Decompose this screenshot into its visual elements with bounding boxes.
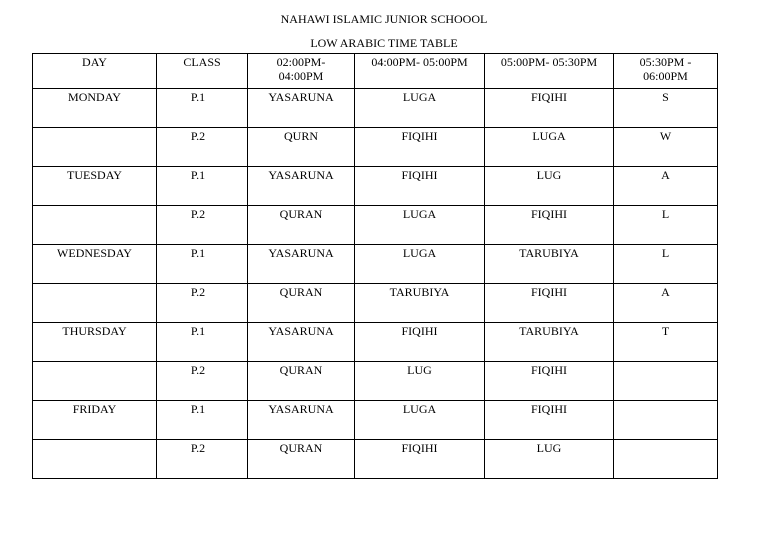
- subject-cell: TARUBIYA: [355, 284, 485, 323]
- class-cell: [157, 440, 248, 479]
- column-header-class: CLASS: [157, 54, 248, 89]
- subject-cell: S: [614, 89, 718, 128]
- class-label: P.1: [190, 246, 206, 260]
- table-row: [33, 245, 718, 284]
- class-cell: [157, 401, 248, 440]
- subject-cell: [614, 440, 718, 479]
- subject-cell: A: [614, 167, 718, 206]
- class-label: P.2: [190, 129, 206, 143]
- class-label: P.2: [190, 285, 206, 299]
- column-header-day: DAY: [33, 54, 157, 89]
- subject-cell: FIQIHI: [485, 206, 614, 245]
- column-header-slot-2: 04:00PM- 05:00PM: [355, 54, 485, 89]
- class-cell: [157, 89, 248, 128]
- class-cell: [157, 323, 248, 362]
- subject-cell: FIQIHI: [355, 167, 485, 206]
- day-cell: THURSDAY: [33, 323, 157, 362]
- day-cell: TUESDAY: [33, 167, 157, 206]
- subject-cell: FIQIHI: [355, 128, 485, 167]
- subject-cell: YASARUNA: [248, 323, 355, 362]
- day-cell: [33, 362, 157, 401]
- subject-cell: QURAN: [248, 206, 355, 245]
- subject-cell: FIQIHI: [485, 401, 614, 440]
- table-row: [33, 323, 718, 362]
- table-row: [33, 206, 718, 245]
- class-label: P.1: [190, 402, 206, 416]
- header-row: [33, 54, 718, 89]
- day-cell: MONDAY: [33, 89, 157, 128]
- subject-cell: FIQIHI: [355, 323, 485, 362]
- subject-cell: YASARUNA: [248, 167, 355, 206]
- subject-cell: YASARUNA: [248, 401, 355, 440]
- class-label: P.1: [190, 90, 206, 104]
- class-label: P.2: [190, 207, 206, 221]
- school-name: NAHAWI ISLAMIC JUNIOR SCHOOOL: [280, 12, 488, 26]
- day-cell: [33, 128, 157, 167]
- subject-cell: LUGA: [355, 245, 485, 284]
- class-label: P.1: [190, 324, 206, 338]
- class-label: P.1: [190, 168, 206, 182]
- subject-cell: TARUBIYA: [485, 245, 614, 284]
- subject-cell: QURAN: [248, 440, 355, 479]
- timetable-title: LOW ARABIC TIME TABLE: [310, 36, 458, 50]
- column-header-slot-1: 02:00PM- 04:00PM: [248, 54, 355, 89]
- column-header-slot-3: 05:00PM- 05:30PM: [485, 54, 614, 89]
- class-label: P.2: [190, 441, 206, 455]
- table-row: [33, 284, 718, 323]
- subject-cell: T: [614, 323, 718, 362]
- table-row: [33, 401, 718, 440]
- subject-cell: QURN: [248, 128, 355, 167]
- day-cell: WEDNESDAY: [33, 245, 157, 284]
- subject-cell: [614, 401, 718, 440]
- subject-cell: QURAN: [248, 362, 355, 401]
- subject-cell: LUGA: [355, 401, 485, 440]
- table-row: [33, 440, 718, 479]
- subject-cell: FIQIHI: [355, 440, 485, 479]
- class-cell: [157, 206, 248, 245]
- subject-cell: L: [614, 245, 718, 284]
- subject-cell: YASARUNA: [248, 245, 355, 284]
- class-cell: [157, 167, 248, 206]
- subject-cell: FIQIHI: [485, 89, 614, 128]
- day-cell: FRIDAY: [33, 401, 157, 440]
- subject-cell: A: [614, 284, 718, 323]
- day-cell: [33, 206, 157, 245]
- subject-cell: L: [614, 206, 718, 245]
- class-cell: [157, 128, 248, 167]
- subject-cell: FIQIHI: [485, 284, 614, 323]
- subject-cell: LUGA: [485, 128, 614, 167]
- table-row: [33, 362, 718, 401]
- column-header-slot-4: 05:30PM - 06:00PM: [614, 54, 718, 89]
- subject-cell: LUGA: [355, 206, 485, 245]
- class-cell: [157, 284, 248, 323]
- timetable: [32, 53, 718, 479]
- subject-cell: LUG: [355, 362, 485, 401]
- subject-cell: QURAN: [248, 284, 355, 323]
- subject-cell: LUG: [485, 440, 614, 479]
- table-row: [33, 128, 718, 167]
- table-row: [33, 167, 718, 206]
- subject-cell: W: [614, 128, 718, 167]
- class-cell: [157, 362, 248, 401]
- day-cell: [33, 440, 157, 479]
- class-label: P.2: [190, 363, 206, 377]
- subject-cell: [614, 362, 718, 401]
- subject-cell: TARUBIYA: [485, 323, 614, 362]
- day-cell: [33, 284, 157, 323]
- table-row: [33, 89, 718, 128]
- subject-cell: YASARUNA: [248, 89, 355, 128]
- subject-cell: FIQIHI: [485, 362, 614, 401]
- subject-cell: LUGA: [355, 89, 485, 128]
- class-cell: [157, 245, 248, 284]
- subject-cell: LUG: [485, 167, 614, 206]
